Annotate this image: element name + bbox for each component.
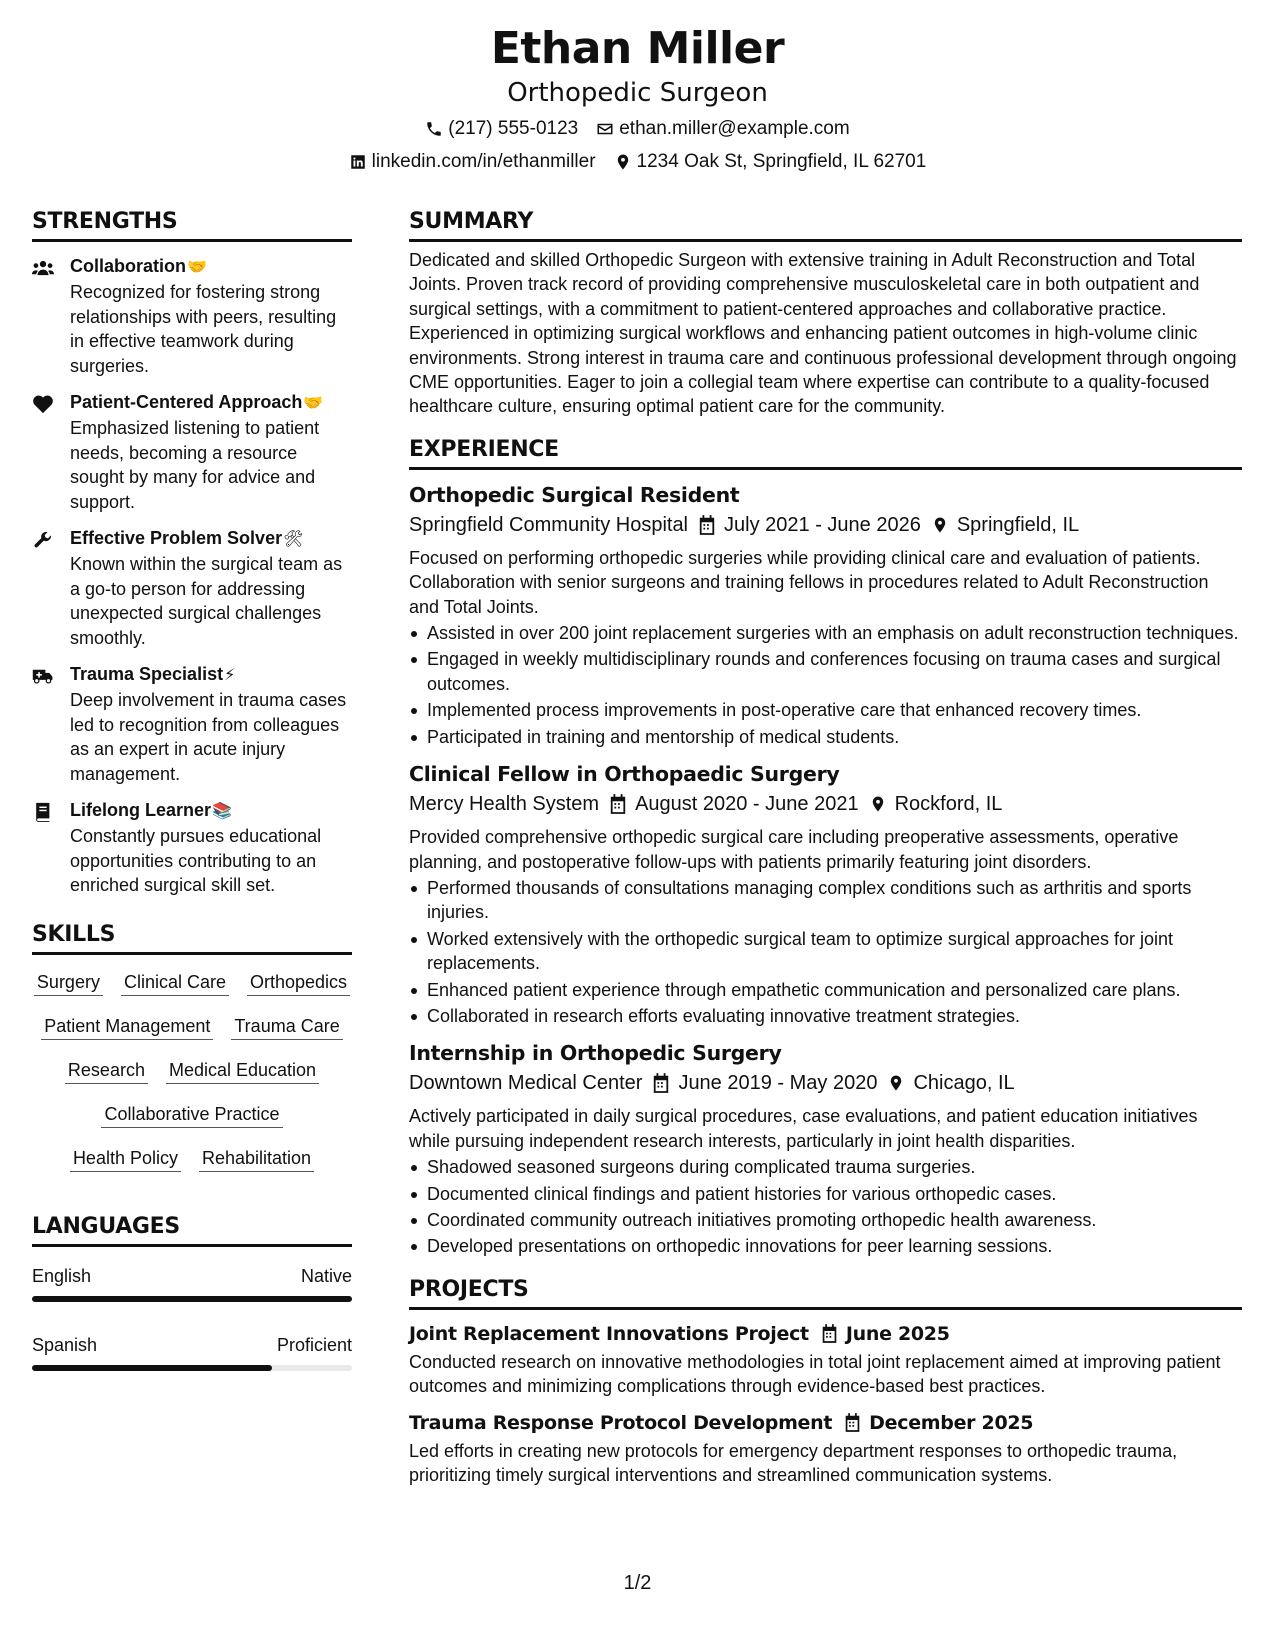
job-dates: July 2021 - June 2026 bbox=[724, 513, 921, 536]
heart-icon bbox=[32, 394, 54, 414]
strength-title: Collaboration bbox=[70, 256, 186, 276]
job-bullet: Shadowed seasoned surgeons during complicated trauma surgeries. bbox=[409, 1155, 1242, 1179]
project-entry bbox=[409, 1320, 1242, 1399]
candidate-name: Ethan Miller bbox=[490, 23, 785, 74]
tools-icon: 🛠 bbox=[283, 531, 304, 548]
project-title: Joint Replacement Innovations Project bbox=[409, 1322, 809, 1345]
job-bullet: Performed thousands of consultations managing complex conditions such as arthritis and sports injuries. bbox=[409, 876, 1242, 925]
strength-item bbox=[32, 662, 352, 786]
project-date: December 2025 bbox=[869, 1411, 1034, 1434]
job-bullet: Developed presentations on orthopedic innovations for peer learning sessions. bbox=[409, 1234, 1242, 1258]
language-name: English bbox=[32, 1265, 92, 1286]
job-entry bbox=[409, 759, 1242, 1028]
languages-heading: LANGUAGES bbox=[32, 1212, 352, 1247]
job-bullet: Implemented process improvements in post-operative care that enhanced recovery times. bbox=[409, 698, 1242, 722]
job-entry bbox=[409, 1038, 1242, 1258]
project-entry bbox=[409, 1409, 1242, 1488]
calendar-icon bbox=[821, 1324, 838, 1343]
skill-tag: Collaborative Practice bbox=[101, 1101, 282, 1128]
strength-item bbox=[32, 254, 352, 378]
map-pin-icon bbox=[887, 1073, 905, 1093]
summary-heading: SUMMARY bbox=[409, 207, 1242, 242]
job-location: Springfield, IL bbox=[956, 513, 1080, 536]
lightning-icon: ⚡ bbox=[224, 667, 236, 684]
language-level: Native bbox=[300, 1265, 352, 1286]
job-dates: August 2020 - June 2021 bbox=[635, 793, 859, 816]
phone-contact[interactable] bbox=[425, 116, 578, 142]
strength-desc: Deep involvement in trauma cases led to recognition from colleagues as an expert in acute injury management. bbox=[70, 690, 347, 784]
project-description: Led efforts in creating new protocols for emergency department responses to orthopedic trauma, prioritizing timely surgical interventions and streamlined communication systems. bbox=[409, 1440, 1178, 1485]
language-bar bbox=[32, 1365, 352, 1371]
strength-title: Patient-Centered Approach bbox=[70, 392, 303, 412]
project-title: Trauma Response Protocol Development bbox=[409, 1411, 833, 1434]
strength-desc: Emphasized listening to patient needs, becoming a resource sought by many for advice and support. bbox=[70, 418, 320, 512]
job-org: Downtown Medical Center bbox=[409, 1072, 643, 1095]
job-bullet: Assisted in over 200 joint replacement surgeries with an emphasis on adult reconstruction techniques. bbox=[409, 621, 1242, 645]
page-number: 1/2 bbox=[623, 1572, 652, 1594]
skills-heading: SKILLS bbox=[32, 920, 352, 955]
strength-item bbox=[32, 526, 352, 650]
calendar-icon bbox=[698, 515, 716, 535]
job-org: Mercy Health System bbox=[409, 793, 600, 816]
skill-tag: Medical Education bbox=[166, 1057, 319, 1084]
linkedin-text: linkedin.com/in/ethanmiller bbox=[371, 151, 596, 172]
strengths-heading: STRENGTHS bbox=[32, 207, 352, 242]
language-level: Proficient bbox=[276, 1334, 352, 1355]
map-pin-icon bbox=[931, 515, 949, 535]
handshake-icon: 🤝 bbox=[187, 259, 207, 276]
skill-tag: Surgery bbox=[34, 969, 103, 996]
language-bar-fill bbox=[32, 1365, 272, 1371]
left-column bbox=[32, 207, 352, 1371]
contact-row-2 bbox=[0, 149, 1275, 175]
job-title: Orthopedic Surgical Resident bbox=[409, 482, 740, 507]
users-icon bbox=[32, 258, 54, 278]
calendar-icon bbox=[609, 794, 627, 814]
strength-item bbox=[32, 798, 352, 898]
strength-desc: Recognized for fostering strong relationships with peers, resulting in effective teamwork during surgeries. bbox=[70, 282, 337, 376]
contact-row-1 bbox=[0, 116, 1275, 142]
job-bullet: Worked extensively with the orthopedic surgical team to optimize surgical approaches for joint replacements. bbox=[409, 927, 1242, 976]
skill-tag: Orthopedics bbox=[247, 969, 350, 996]
project-description: Conducted research on innovative methodologies in total joint replacement aimed at improving patient outcomes and minimizing complications through evidence-based best practices. bbox=[409, 1351, 1221, 1397]
candidate-title: Orthopedic Surgeon bbox=[507, 78, 768, 108]
skill-tag: Rehabilitation bbox=[199, 1145, 314, 1172]
job-bullet: Participated in training and mentorship of medical students. bbox=[409, 725, 1242, 749]
ambulance-icon bbox=[32, 666, 54, 686]
map-pin-icon bbox=[614, 153, 632, 171]
job-description: Actively participated in daily surgical procedures, case evaluations, and patient education initiatives while pursuing independent research interests, particularly in joint health disparities. bbox=[409, 1106, 1198, 1151]
skill-tag: Trauma Care bbox=[231, 1013, 342, 1040]
right-column bbox=[409, 207, 1242, 1487]
language-item bbox=[32, 1332, 352, 1371]
language-name: Spanish bbox=[32, 1334, 98, 1355]
job-bullet: Collaborated in research efforts evaluating innovative treatment strategies. bbox=[409, 1004, 1242, 1028]
project-date: June 2025 bbox=[845, 1322, 950, 1345]
skill-tag: Clinical Care bbox=[121, 969, 229, 996]
strength-title: Lifelong Learner bbox=[70, 800, 212, 820]
job-title: Clinical Fellow in Orthopaedic Surgery bbox=[409, 762, 840, 787]
job-description: Focused on performing orthopedic surgeries while providing clinical care and evaluation of patients. Collaboration with senior surgeons and training fellows in procedures related to Adult Reconstruction and Total Joints. bbox=[409, 547, 1209, 617]
strength-desc: Known within the surgical team as a go-to person for addressing unexpected surgical challenges smoothly. bbox=[70, 554, 343, 648]
calendar-icon bbox=[844, 1413, 861, 1432]
language-item bbox=[32, 1263, 352, 1302]
strength-title: Effective Problem Solver bbox=[70, 528, 283, 548]
phone-icon bbox=[425, 120, 443, 138]
wrench-icon bbox=[32, 530, 54, 550]
books-icon: 📚 bbox=[212, 803, 232, 820]
address-contact bbox=[614, 149, 927, 175]
strength-item bbox=[32, 390, 352, 514]
language-bar-fill bbox=[32, 1296, 352, 1302]
job-bullet: Coordinated community outreach initiatives promoting orthopedic health awareness. bbox=[409, 1208, 1242, 1232]
envelope-icon bbox=[596, 120, 614, 138]
job-entry bbox=[409, 480, 1242, 749]
language-bar bbox=[32, 1296, 352, 1302]
job-location: Chicago, IL bbox=[913, 1072, 1015, 1095]
job-bullet: Enhanced patient experience through empathetic communication and personalized care plans. bbox=[409, 978, 1242, 1002]
job-org: Springfield Community Hospital bbox=[409, 513, 689, 536]
summary-text: Dedicated and skilled Orthopedic Surgeon with extensive training in Adult Reconstruction and Total Joints. Proven track record of providing comprehensive musculoskeletal care in both outpatient and surgical settings, with a commitment to patient-centered approaches and collaborative practice. Experienced in optimizing surgical workflows and enhancing patient outcomes in high-volume clinic environments. Strong interest in trauma care and continuous professional development through ongoing CME opportunities. Eager to join a collegial team where expertise can contribute to a quality-focused healthcare culture, ensuring optimal patient care for the community. bbox=[409, 250, 1237, 417]
linkedin-icon bbox=[349, 153, 367, 171]
email-text: ethan.miller@example.com bbox=[619, 118, 850, 139]
job-location: Rockford, IL bbox=[894, 793, 1003, 816]
handshake-icon: 🤝 bbox=[303, 395, 324, 412]
experience-heading: EXPERIENCE bbox=[409, 435, 1242, 470]
email-contact[interactable] bbox=[596, 116, 850, 142]
map-pin-icon bbox=[869, 794, 887, 814]
job-dates: June 2019 - May 2020 bbox=[678, 1072, 878, 1095]
skill-tag: Research bbox=[65, 1057, 148, 1084]
skill-tag: Patient Management bbox=[41, 1013, 213, 1040]
strength-desc: Constantly pursues educational opportunities contributing to an enriched surgical skill set. bbox=[70, 826, 322, 895]
job-description: Provided comprehensive orthopedic surgical care including preoperative assessments, operative planning, and postoperative follow-ups with patients primarily featuring joint disorders. bbox=[409, 827, 1179, 872]
job-bullet: Documented clinical findings and patient histories for various orthopedic cases. bbox=[409, 1182, 1242, 1206]
address-text: 1234 Oak St, Springfield, IL 62701 bbox=[636, 151, 927, 172]
job-bullet: Engaged in weekly multidisciplinary rounds and conferences focusing on trauma cases and surgical outcomes. bbox=[409, 647, 1242, 696]
strength-title: Trauma Specialist bbox=[70, 664, 224, 684]
book-icon bbox=[32, 802, 54, 822]
calendar-icon bbox=[652, 1073, 670, 1093]
skills-list bbox=[32, 969, 352, 1172]
projects-heading: PROJECTS bbox=[409, 1275, 1242, 1310]
skill-tag: Health Policy bbox=[70, 1145, 181, 1172]
phone-text: (217) 555-0123 bbox=[448, 118, 579, 139]
job-title: Internship in Orthopedic Surgery bbox=[409, 1041, 782, 1066]
resume-header bbox=[0, 22, 1275, 175]
linkedin-contact[interactable] bbox=[349, 149, 596, 175]
